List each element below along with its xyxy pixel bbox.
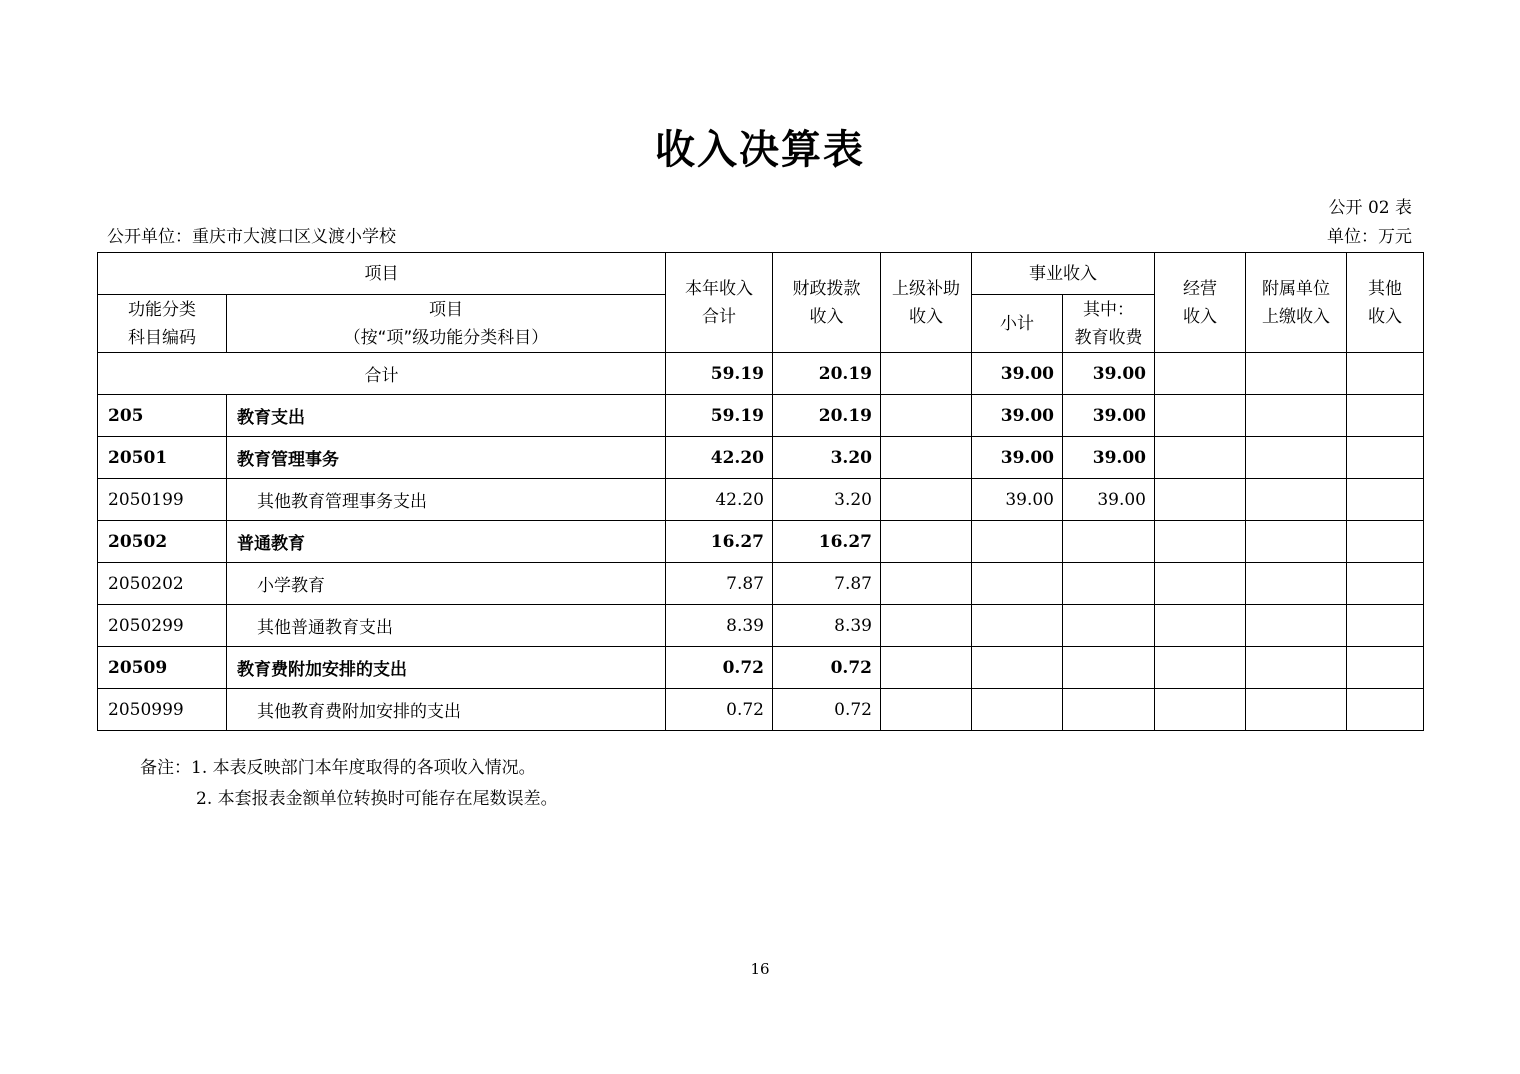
cell-subtotal: 39.00 [972, 437, 1063, 479]
cell-subtotal [972, 689, 1063, 731]
notes [140, 753, 558, 815]
form-number: 公开 02 表 [1328, 198, 1412, 218]
cell-code: 2050299 [98, 605, 227, 647]
table-row [98, 647, 1424, 689]
header-affiliated: 附属单位 上缴收入 [1246, 253, 1347, 353]
cell-operating [1155, 689, 1246, 731]
cell-name: 其他普通教育支出 [227, 605, 666, 647]
cell-operating [1155, 563, 1246, 605]
cell-subtotal [972, 563, 1063, 605]
cell-affiliated [1246, 563, 1347, 605]
cell-total: 7.87 [666, 563, 773, 605]
cell-edu-fee [1063, 689, 1155, 731]
header-edu-fee: 其中： 教育收费 [1063, 295, 1155, 353]
cell-superior [881, 437, 972, 479]
cell-name: 其他教育费附加安排的支出 [227, 689, 666, 731]
note-line-2: 2. 本套报表金额单位转换时可能存在尾数误差。 [196, 789, 558, 809]
cell-fiscal: 20.19 [773, 353, 881, 395]
cell-fiscal: 16.27 [773, 521, 881, 563]
table-row [98, 689, 1424, 731]
cell-code: 2050199 [98, 479, 227, 521]
cell-affiliated [1246, 353, 1347, 395]
cell-operating [1155, 647, 1246, 689]
header-business: 事业收入 [972, 253, 1155, 295]
header-superior: 上级补助 收入 [881, 253, 972, 353]
header-fiscal: 财政拨款 收入 [773, 253, 881, 353]
currency-unit: 单位：万元 [1327, 227, 1412, 247]
cell-subtotal: 39.00 [972, 395, 1063, 437]
cell-edu-fee [1063, 605, 1155, 647]
cell-operating [1155, 605, 1246, 647]
cell-fiscal: 0.72 [773, 647, 881, 689]
cell-name: 教育管理事务 [227, 437, 666, 479]
cell-subtotal: 39.00 [972, 479, 1063, 521]
cell-superior [881, 395, 972, 437]
cell-subtotal: 39.00 [972, 353, 1063, 395]
cell-edu-fee [1063, 563, 1155, 605]
cell-superior [881, 521, 972, 563]
cell-affiliated [1246, 689, 1347, 731]
cell-total: 16.27 [666, 521, 773, 563]
cell-other [1347, 647, 1424, 689]
cell-code: 20501 [98, 437, 227, 479]
total-label: 合计 [98, 353, 666, 395]
cell-edu-fee [1063, 521, 1155, 563]
reporting-unit: 公开单位：重庆市大渡口区义渡小学校 [107, 227, 396, 247]
cell-total: 42.20 [666, 437, 773, 479]
cell-other [1347, 395, 1424, 437]
cell-other [1347, 437, 1424, 479]
table-row [98, 521, 1424, 563]
cell-operating [1155, 521, 1246, 563]
cell-edu-fee [1063, 647, 1155, 689]
cell-total: 59.19 [666, 395, 773, 437]
cell-total: 0.72 [666, 647, 773, 689]
cell-superior [881, 689, 972, 731]
cell-subtotal [972, 605, 1063, 647]
cell-other [1347, 353, 1424, 395]
cell-code: 205 [98, 395, 227, 437]
cell-total: 42.20 [666, 479, 773, 521]
table-row [98, 395, 1424, 437]
header-other: 其他 收入 [1347, 253, 1424, 353]
cell-name: 普通教育 [227, 521, 666, 563]
cell-fiscal: 20.19 [773, 395, 881, 437]
cell-code: 20509 [98, 647, 227, 689]
header-code: 功能分类 科目编码 [98, 295, 227, 353]
cell-superior [881, 605, 972, 647]
cell-other [1347, 563, 1424, 605]
cell-operating [1155, 479, 1246, 521]
cell-fiscal: 3.20 [773, 479, 881, 521]
cell-code: 2050999 [98, 689, 227, 731]
cell-operating [1155, 437, 1246, 479]
cell-other [1347, 521, 1424, 563]
cell-edu-fee: 39.00 [1063, 353, 1155, 395]
header-total: 本年收入 合计 [666, 253, 773, 353]
cell-subtotal [972, 521, 1063, 563]
cell-name: 小学教育 [227, 563, 666, 605]
cell-other [1347, 479, 1424, 521]
cell-total: 59.19 [666, 353, 773, 395]
cell-name: 教育支出 [227, 395, 666, 437]
table-row [98, 437, 1424, 479]
cell-fiscal: 8.39 [773, 605, 881, 647]
cell-subtotal [972, 647, 1063, 689]
header-name: 项目 （按“项”级功能分类科目） [227, 295, 666, 353]
cell-fiscal: 0.72 [773, 689, 881, 731]
cell-fiscal: 3.20 [773, 437, 881, 479]
cell-edu-fee: 39.00 [1063, 437, 1155, 479]
cell-name: 教育费附加安排的支出 [227, 647, 666, 689]
page-title: 收入决算表 [655, 127, 865, 173]
cell-superior [881, 353, 972, 395]
cell-affiliated [1246, 605, 1347, 647]
cell-operating [1155, 353, 1246, 395]
cell-other [1347, 689, 1424, 731]
cell-superior [881, 647, 972, 689]
cell-total: 8.39 [666, 605, 773, 647]
cell-affiliated [1246, 521, 1347, 563]
table-row [98, 479, 1424, 521]
cell-affiliated [1246, 647, 1347, 689]
cell-other [1347, 605, 1424, 647]
cell-edu-fee: 39.00 [1063, 479, 1155, 521]
cell-code: 2050202 [98, 563, 227, 605]
table-row [98, 605, 1424, 647]
page-number: 16 [750, 960, 770, 978]
cell-total: 0.72 [666, 689, 773, 731]
header-operating: 经营 收入 [1155, 253, 1246, 353]
cell-fiscal: 7.87 [773, 563, 881, 605]
note-line-1: 备注：1. 本表反映部门本年度取得的各项收入情况。 [140, 758, 536, 778]
table-row [98, 563, 1424, 605]
cell-affiliated [1246, 395, 1347, 437]
cell-superior [881, 479, 972, 521]
income-table [97, 252, 1424, 731]
cell-operating [1155, 395, 1246, 437]
cell-code: 20502 [98, 521, 227, 563]
header-item: 项目 [98, 253, 666, 295]
cell-superior [881, 563, 972, 605]
cell-affiliated [1246, 437, 1347, 479]
cell-name: 其他教育管理事务支出 [227, 479, 666, 521]
header-subtotal: 小计 [972, 295, 1063, 353]
total-row [98, 353, 1424, 395]
cell-edu-fee: 39.00 [1063, 395, 1155, 437]
cell-affiliated [1246, 479, 1347, 521]
